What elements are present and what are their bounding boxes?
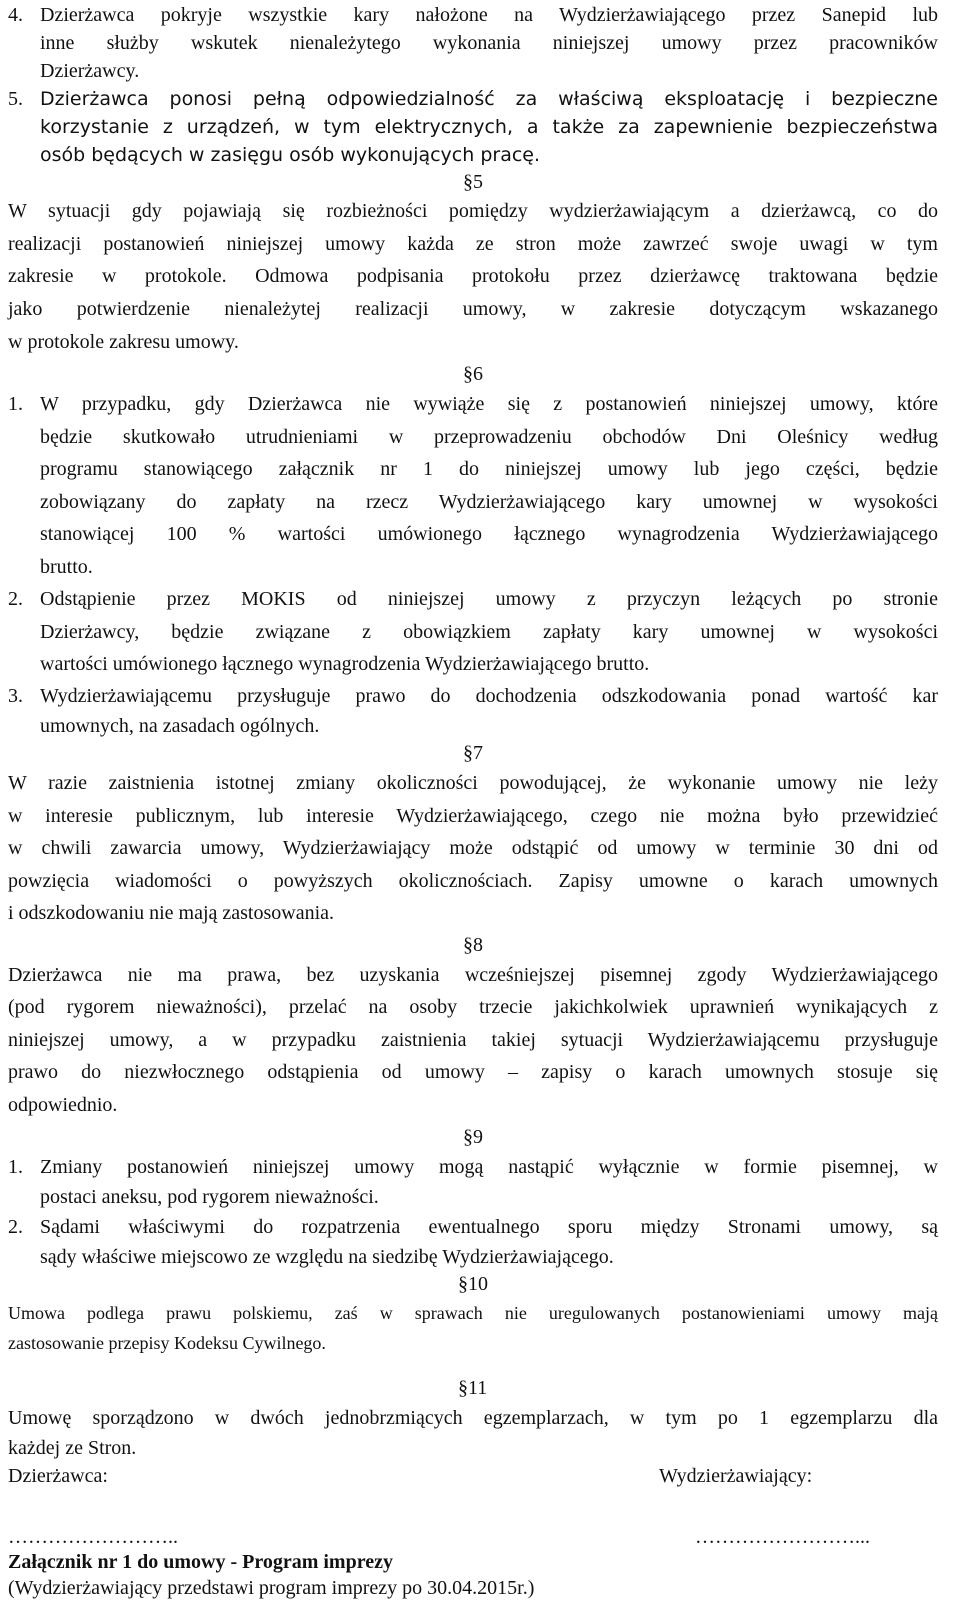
- paragraph-line: w chwili zawarcia umowy, Wydzierżawiający może odstąpić od umowy w terminie 30 dni od: [8, 837, 938, 859]
- paragraph-line: korzystanie z urządzeń, w tym elektrycznych, a także za zapewnienie bezpieczeństwa: [40, 116, 938, 138]
- paragraph-line: Odstąpienie przez MOKIS od niniejszej umowy z przyczyn leżących po stronie: [40, 588, 938, 610]
- paragraph-line: realizacji postanowień niniejszej umowy każda ze stron może zawrzeć swoje uwagi w tym: [8, 233, 938, 255]
- paragraph-line: Wydzierżawiającemu przysługuje prawo do dochodzenia odszkodowania ponad wartość kar: [40, 685, 938, 707]
- paragraph-line: umownych, na zasadach ogólnych.: [40, 715, 320, 737]
- paragraph-line: Umowa podlega prawu polskiemu, zaś w sprawach nie uregulowanych postanowieniami umowy mają: [8, 1303, 938, 1323]
- section-heading: §7: [463, 742, 483, 764]
- paragraph-line: w interesie publicznym, lub interesie Wydzierżawiającego, czego nie można było przewidzieć: [8, 805, 938, 827]
- signature-line-left: ……………………..: [8, 1526, 178, 1548]
- item-number: 5.: [8, 88, 23, 110]
- item-number: 2.: [8, 1216, 23, 1238]
- item-number: 4.: [8, 4, 23, 26]
- paragraph-line: Dzierżawcy, będzie związane z obowiązkiem zapłaty kary umownej w wysokości: [40, 621, 938, 643]
- paragraph-line: Dzierżawca nie ma prawa, bez uzyskania wcześniejszej pisemnej zgody Wydzierżawiającego: [8, 964, 938, 986]
- paragraph-line: W sytuacji gdy pojawiają się rozbieżności pomiędzy wydzierżawiającym a dzierżawcą, co do: [8, 200, 938, 222]
- paragraph-line: zakresie w protokole. Odmowa podpisania protokołu przez dzierżawcę traktowana będzie: [8, 265, 938, 287]
- paragraph-line: wartości umówionego łącznego wynagrodzenia Wydzierżawiającego brutto.: [40, 653, 650, 675]
- paragraph-line: jako potwierdzenie nienależytej realizacji umowy, w zakresie dotyczącym wskazanego: [8, 298, 938, 320]
- section-heading: §9: [463, 1126, 483, 1148]
- paragraph-line: stanowiącej 100 % wartości umówionego łącznego wynagrodzenia Wydzierżawiającego: [40, 523, 938, 545]
- paragraph-line: Sądami właściwymi do rozpatrzenia ewentualnego sporu między Stronami umowy, są: [40, 1216, 938, 1238]
- paragraph-line: Dzierżawca ponosi pełną odpowiedzialność za właściwą eksploatację i bezpieczne: [40, 88, 938, 110]
- item-number: 3.: [8, 685, 23, 707]
- paragraph-line: Umowę sporządzono w dwóch jednobrzmiących egzemplarzach, w tym po 1 egzemplarzu dla: [8, 1407, 938, 1429]
- paragraph-line: Dzierżawca pokryje wszystkie kary nałożone na Wydzierżawiającego przez Sanepid lub: [40, 4, 938, 26]
- paragraph-line: zobowiązany do zapłaty na rzecz Wydzierżawiającego kary umownej w wysokości: [40, 491, 938, 513]
- section-heading: §5: [463, 171, 483, 193]
- signature-label-left: Dzierżawca:: [8, 1465, 108, 1487]
- paragraph-line: odpowiednio.: [8, 1094, 118, 1116]
- paragraph-line: (pod rygorem nieważności), przelać na osoby trzecie jakichkolwiek uprawnień wynikających z: [8, 996, 938, 1018]
- paragraph-line: osób będących w zasięgu osób wykonujących pracę.: [40, 144, 541, 166]
- signature-line-right: ……………………...: [695, 1526, 870, 1548]
- paragraph-line: niniejszej umowy, a w przypadku zaistnienia takiej sytuacji Wydzierżawiającemu przysługuje: [8, 1029, 938, 1051]
- item-number: 1.: [8, 1156, 23, 1178]
- paragraph-line: W razie zaistnienia istotnej zmiany okoliczności powodującej, że wykonanie umowy nie leży: [8, 772, 938, 794]
- annex-title: Załącznik nr 1 do umowy - Program imprezy: [8, 1551, 393, 1573]
- paragraph-line: sądy właściwe miejscowo ze względu na siedzibę Wydzierżawiającego.: [40, 1246, 614, 1268]
- paragraph-line: w protokole zakresu umowy.: [8, 331, 239, 353]
- section-heading: §6: [463, 363, 483, 385]
- annex-note: (Wydzierżawiający przedstawi program imprezy po 30.04.2015r.): [8, 1577, 535, 1599]
- section-heading: §8: [463, 934, 483, 956]
- paragraph-line: i odszkodowaniu nie mają zastosowania.: [8, 902, 335, 924]
- paragraph-line: W przypadku, gdy Dzierżawca nie wywiąże się z postanowień niniejszej umowy, które: [40, 393, 938, 415]
- paragraph-line: brutto.: [40, 556, 93, 578]
- paragraph-line: będzie skutkowało utrudnieniami w przeprowadzeniu obchodów Dni Oleśnicy według: [40, 426, 938, 448]
- paragraph-line: każdej ze Stron.: [8, 1437, 137, 1459]
- paragraph-line: postaci aneksu, pod rygorem nieważności.: [40, 1186, 379, 1208]
- paragraph-line: Zmiany postanowień niniejszej umowy mogą nastąpić wyłącznie w formie pisemnej, w: [40, 1156, 938, 1178]
- item-number: 1.: [8, 393, 23, 415]
- paragraph-line: prawo do niezwłocznego odstąpienia od umowy – zapisy o karach umownych stosuje się: [8, 1061, 938, 1083]
- paragraph-line: Dzierżawcy.: [40, 60, 140, 82]
- section-heading: §11: [458, 1377, 488, 1399]
- paragraph-line: inne służby wskutek nienależytego wykonania niniejszej umowy przez pracowników: [40, 32, 938, 54]
- section-heading: §10: [458, 1273, 488, 1295]
- signature-label-right: Wydzierżawiający:: [659, 1465, 813, 1487]
- paragraph-line: powzięcia wiadomości o powyższych okolicznościach. Zapisy umowne o karach umownych: [8, 870, 938, 892]
- paragraph-line: programu stanowiącego załącznik nr 1 do niniejszej umowy lub jego części, będzie: [40, 458, 938, 480]
- paragraph-line: zastosowanie przepisy Kodeksu Cywilnego.: [8, 1333, 326, 1353]
- item-number: 2.: [8, 588, 23, 610]
